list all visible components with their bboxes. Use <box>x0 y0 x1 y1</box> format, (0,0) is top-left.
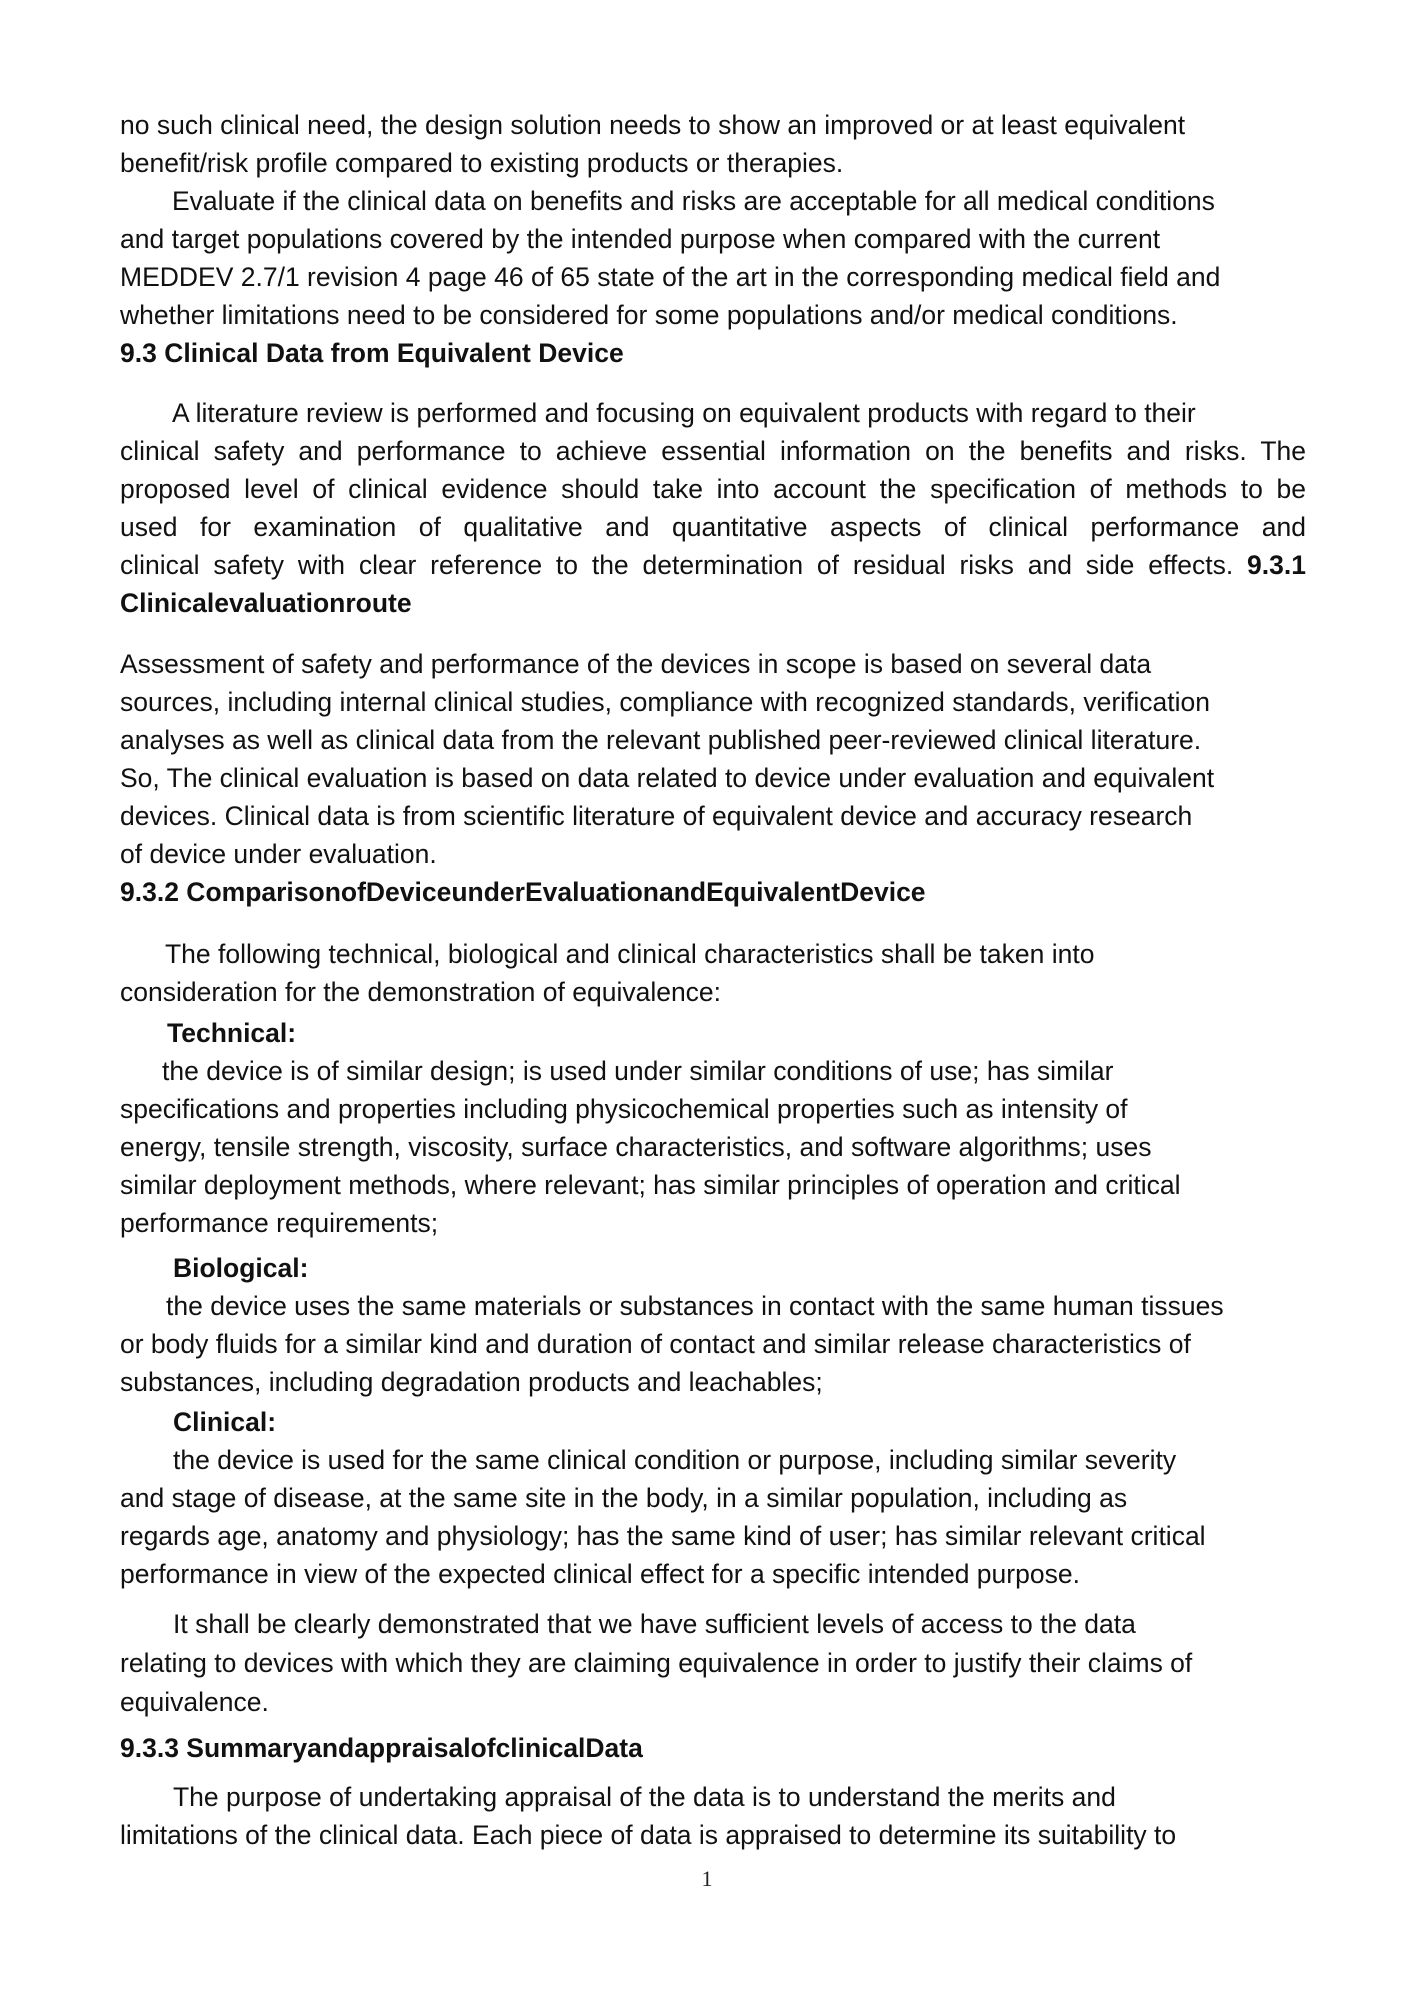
body-text-line: performance requirements; <box>120 1208 439 1238</box>
section-heading-9-3-1: Clinicalevaluationroute <box>120 588 412 618</box>
body-text-line: whether limitations need to be considered for some populations and/or medical conditions. <box>120 300 1178 330</box>
body-text-line: the device is used for the same clinical condition or purpose, including similar severity <box>173 1445 1177 1475</box>
body-text-segment: clinical safety with clear reference to the determination of residual risks and side effects. <box>120 550 1234 580</box>
body-text-line: sources, including internal clinical studies, compliance with recognized standards, verification <box>120 687 1210 717</box>
subheading-technical: Technical: <box>167 1018 297 1048</box>
body-text-line: of device under evaluation. <box>120 839 437 869</box>
body-text-line: the device uses the same materials or substances in contact with the same human tissues <box>166 1291 1224 1321</box>
body-text-line: used for examination of qualitative and quantitative aspects of clinical performance and <box>120 512 1306 542</box>
subheading-clinical: Clinical: <box>173 1407 277 1437</box>
subheading-biological: Biological: <box>173 1253 309 1283</box>
body-text-line: energy, tensile strength, viscosity, surface characteristics, and software algorithms; uses <box>120 1132 1152 1162</box>
body-text-line: equivalence. <box>120 1687 269 1717</box>
body-text-line: analyses as well as clinical data from the relevant published peer-reviewed clinical literature. <box>120 725 1202 755</box>
body-text-line: substances, including degradation products and leachables; <box>120 1367 823 1397</box>
body-text-line: clinical safety and performance to achieve essential information on the benefits and risks. The <box>120 436 1306 466</box>
body-text-line: and target populations covered by the intended purpose when compared with the current <box>120 224 1161 254</box>
body-text-line: Assessment of safety and performance of the devices in scope is based on several data <box>120 649 1152 679</box>
body-text-line: So, The clinical evaluation is based on data related to device under evaluation and equivalent <box>120 763 1215 793</box>
body-text-line: and stage of disease, at the same site in the body, in a similar population, including as <box>120 1483 1128 1513</box>
body-text-line: proposed level of clinical evidence should take into account the specification of methods to be <box>120 474 1306 504</box>
body-text-line: similar deployment methods, where relevant; has similar principles of operation and critical <box>120 1170 1181 1200</box>
body-text-line: The following technical, biological and clinical characteristics shall be taken into <box>165 939 1095 969</box>
body-text-line: benefit/risk profile compared to existing products or therapies. <box>120 148 844 178</box>
body-text-line: MEDDEV 2.7/1 revision 4 page 46 of 65 state of the art in the corresponding medical field and <box>120 262 1221 292</box>
body-text-line <box>120 549 1306 581</box>
body-text-line: performance in view of the expected clinical effect for a specific intended purpose. <box>120 1559 1080 1589</box>
section-heading-9-3-2: 9.3.2 ComparisonofDeviceunderEvaluationandEquivalentDevice <box>120 877 926 907</box>
body-text-line: The purpose of undertaking appraisal of the data is to understand the merits and <box>173 1782 1116 1812</box>
section-heading-9-3: 9.3 Clinical Data from Equivalent Device <box>120 338 624 368</box>
body-text-line: regards age, anatomy and physiology; has the same kind of user; has similar relevant critical <box>120 1521 1206 1551</box>
body-text-line: devices. Clinical data is from scientific literature of equivalent device and accuracy research <box>120 801 1193 831</box>
body-text-line: A literature review is performed and focusing on equivalent products with regard to their <box>172 398 1196 428</box>
body-text-line: consideration for the demonstration of equivalence: <box>120 977 722 1007</box>
section-heading-9-3-3: 9.3.3 SummaryandappraisalofclinicalData <box>120 1733 643 1763</box>
body-text-line: the device is of similar design; is used under similar conditions of use; has similar <box>162 1056 1114 1086</box>
body-text-line: or body fluids for a similar kind and duration of contact and similar release characteristics of <box>120 1329 1191 1359</box>
body-text-line: no such clinical need, the design solution needs to show an improved or at least equivalent <box>120 110 1186 140</box>
body-text-line: relating to devices with which they are claiming equivalence in order to justify their claims of <box>120 1648 1193 1678</box>
body-text-line: Evaluate if the clinical data on benefits and risks are acceptable for all medical conditions <box>172 186 1215 216</box>
body-text-line: specifications and properties including physicochemical properties such as intensity of <box>120 1094 1128 1124</box>
page-number: 1 <box>701 1866 713 1891</box>
body-text-line: It shall be clearly demonstrated that we have sufficient levels of access to the data <box>173 1609 1136 1639</box>
body-text-line: limitations of the clinical data. Each piece of data is appraised to determine its suitability to <box>120 1820 1177 1850</box>
section-heading-number-9-3-1: 9.3.1 <box>1247 550 1306 580</box>
